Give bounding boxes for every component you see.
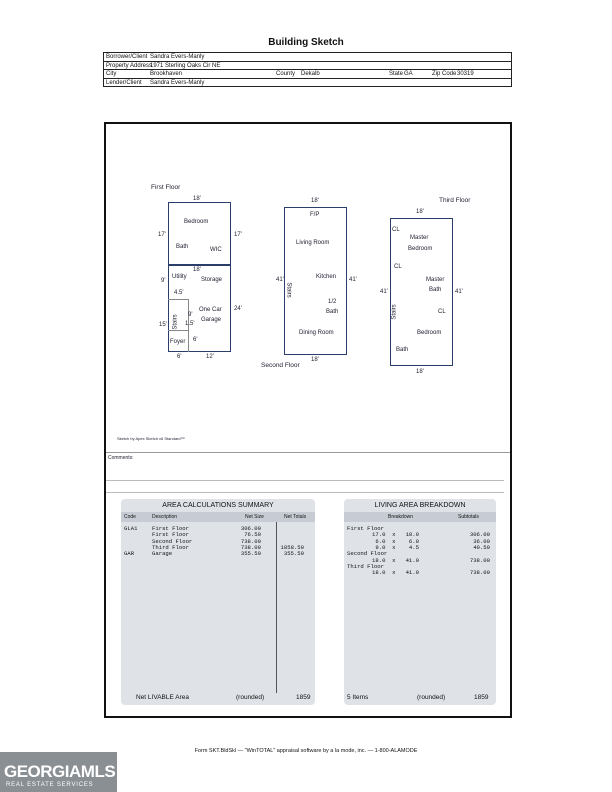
header-row-borrower [104,53,511,62]
area-row-total: 1858.50 [280,543,304,551]
dim-label: 17' [234,232,242,238]
living-breakdown-header [344,512,496,522]
dim-label: 6' [177,354,182,360]
net-livable-label: Net LIVABLE Area [136,694,189,701]
comments-rule [106,480,504,481]
closet-label: CL [394,264,402,270]
area-row-total: 355.50 [283,550,304,558]
breakdown-subtotal: 306.00 [469,531,490,539]
dim-label: 1.5' [185,321,195,327]
dim-label: 12' [206,354,214,360]
room-label-stairs: Stairs [285,282,292,298]
dim-label: 41' [349,277,357,283]
breakdown-subtotal: 40.50 [473,543,490,551]
dim-label: 9' [188,312,193,318]
dim-label: 41' [380,289,388,295]
dim-label: 41' [455,289,463,295]
closet-label: CL [438,309,446,315]
logo-sub: REAL ESTATE SERVICES [6,782,94,788]
room-label-utility: Utility [172,274,187,280]
header-row-city [104,70,511,79]
room-label-master: Master [410,235,429,241]
room-label-bath: Bath [176,244,189,250]
room-label-half: 1/2 [328,299,337,305]
first-floor-divider [168,299,188,300]
logo-main: GEORGIAMLS [4,762,116,781]
room-label-stairs: Stairs [391,304,398,320]
dim-label: 24' [234,306,242,312]
col-header: Breakdown [388,514,414,520]
borrower-value: Sandra Evers-Manly [150,54,205,60]
dim-label: 17' [158,232,166,238]
sketch-credit: Sketch by Apex Sketch v6 Standard™ [117,436,185,441]
closet-label: CL [392,227,400,233]
col-header: Net Totals [284,514,307,520]
room-label-living: Living Room [296,240,330,246]
city-value: Brookhaven [150,71,183,77]
room-label-master-bath: Master [426,277,445,283]
area-summary-header [121,512,315,522]
dim-label: 18' [193,196,201,202]
room-label-kitchen: Kitchen [316,274,337,280]
room-label-bedroom: Bedroom [408,246,433,252]
net-livable-value: 1859 [296,694,311,701]
header-row-address [104,62,511,71]
zip-label: Zip Code [432,71,457,77]
area-row-desc: Third Floor [152,543,189,551]
room-label-bedroom: Bedroom [184,219,209,225]
room-label-fp: F/P [310,212,320,218]
col-header: Description [152,514,178,520]
dim-label: 9' [161,278,166,284]
area-summary-title: AREA CALCULATIONS SUMMARY [162,502,274,509]
room-label-master-bath-2: Bath [429,287,442,293]
room-label-dining: Dining Room [299,330,334,336]
header-table [103,52,512,87]
breakdown-subtotal: 738.00 [469,556,490,564]
address-label: Property Address [106,62,153,69]
page-title: Building Sketch [268,37,344,48]
breakdown-subtotal: 738.00 [469,569,490,577]
room-label-one-car: One Car [199,307,222,313]
state-value: GA [404,71,413,77]
area-summary-panel [121,499,315,705]
dim-label: 18' [311,357,319,363]
georgia-mls-logo [0,752,117,792]
city-label: City [106,71,117,77]
dim-label: 4.5' [174,290,184,296]
first-floor-divider [168,330,188,331]
dim-label: 18' [193,267,201,273]
area-row-size: 76.50 [244,531,261,539]
area-row-code: GAR [124,550,135,558]
dim-label: 18' [311,198,319,204]
rounded-label: (rounded) [236,694,265,701]
room-label-garage: Garage [201,317,222,323]
area-row-desc: First Floor [152,525,189,532]
county-value: Dekalb [301,71,320,77]
breakdown-calc: 6.0 x 6.0 [372,537,419,545]
room-label-stairs: Stairs [172,314,179,330]
living-breakdown-title: LIVING AREA BREAKDOWN [374,502,466,509]
rounded-label: (rounded) [417,694,446,701]
sketch-frame [104,122,512,718]
col-header: Subtotals [458,514,479,520]
comments-top-rule [106,452,510,453]
living-area-value: 1859 [474,694,489,701]
breakdown-calc: 17.0 x 18.0 [372,531,419,539]
items-count: 5 Items [347,694,369,701]
first-floor-upper-block [168,202,231,265]
breakdown-subtotal: 36.00 [473,537,490,545]
breakdown-calc: 18.0 x 41.0 [372,556,419,564]
breakdown-floor-label: First Floor [347,525,384,532]
area-row-desc: First Floor [152,531,189,539]
breakdown-calc: 9.0 x 4.5 [372,543,419,551]
first-floor-label: First Floor [151,184,181,191]
area-row-size: 355.50 [240,550,261,558]
area-row-desc: Second Floor [152,537,193,545]
borrower-label: Borrower/Client [106,54,148,60]
room-label-wic: WIC [210,247,222,253]
living-breakdown-panel [344,499,496,705]
dim-label: 6' [193,337,198,343]
col-header: Net Size [245,514,264,520]
dim-label: 15' [159,322,167,328]
area-row-code: GLA1 [124,525,138,532]
lender-value: Sandra Evers-Manly [150,79,205,86]
area-row-size: 738.00 [240,543,261,551]
col-header: Code [124,514,136,520]
zip-value: 30319 [457,71,474,77]
room-label-bedroom-2: Bedroom [417,330,442,336]
area-row-size: 306.00 [240,525,261,532]
breakdown-floor-label: Third Floor [347,562,384,570]
breakdown-calc: 18.0 x 41.0 [372,569,419,577]
dim-label: 41' [276,277,284,283]
state-label: State [389,71,404,77]
third-floor-label: Third Floor [439,197,471,204]
second-floor-label: Second Floor [261,362,300,369]
address-value: 1971 Sterling Oaks Cir NE [150,62,221,69]
room-label-storage: Storage [201,277,223,283]
area-row-size: 738.00 [240,537,261,545]
room-label-foyer: Foyer [170,339,186,345]
dim-label: 18' [416,209,424,215]
header-row-lender [104,79,511,88]
area-row-desc: Garage [152,550,173,558]
room-label-bath: Bath [326,309,339,315]
room-label-bath-2: Bath [396,347,409,353]
lender-label: Lender/Client [106,79,142,86]
breakdown-floor-label: Second Floor [347,550,388,558]
comments-rule [106,492,504,493]
dim-label: 18' [416,369,424,375]
comments-label: Comments: [108,455,134,461]
county-label: County [276,71,296,77]
form-footer: Form SKT.BldSkl — "WinTOTAL" appraisal software by a la mode, inc. — 1-800-ALAMODE [194,748,418,754]
